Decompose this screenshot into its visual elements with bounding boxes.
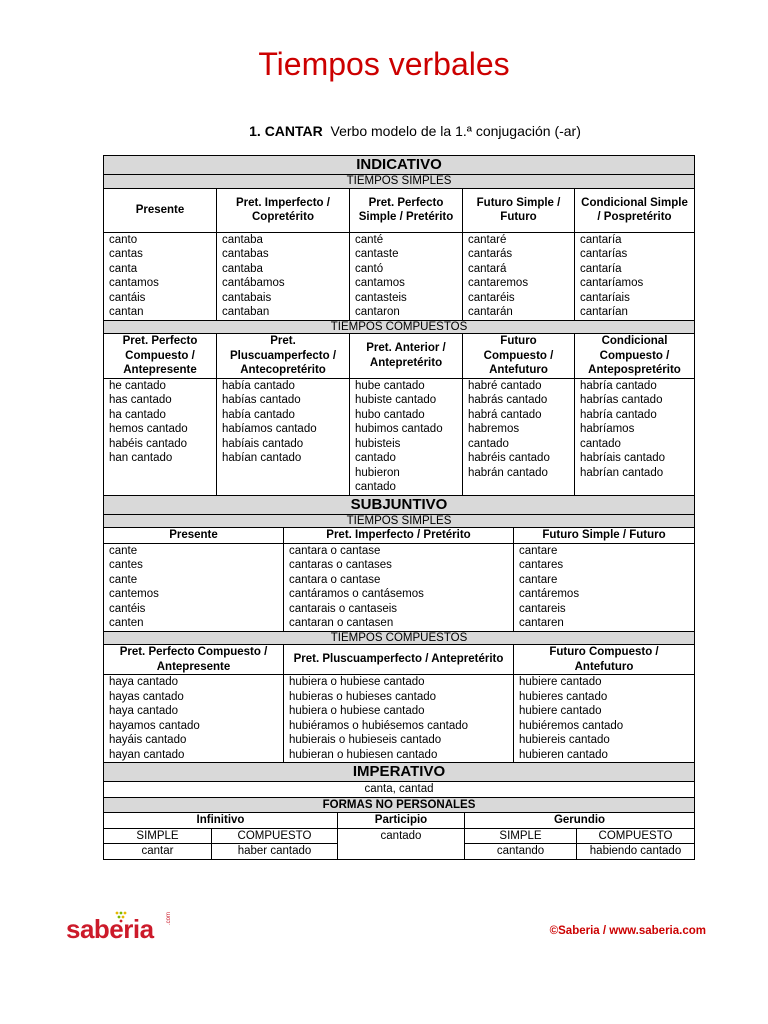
conj-form: hubierais o hubieseis cantado (289, 734, 442, 746)
conj-form: hayamos cantado (109, 719, 200, 732)
conj-form: habríamos (580, 423, 635, 435)
conj-form: hube cantado (355, 379, 425, 392)
conj-form: habrías cantado (580, 394, 663, 406)
conj-form: hubieras o hubieses cantado (289, 690, 437, 703)
conj-form: cantare (519, 544, 558, 557)
conj-form: cantan (109, 306, 144, 318)
conj-form: hayáis cantado (109, 734, 187, 746)
conj-form: hubiere cantado (519, 705, 602, 717)
indicativo-simples-label: TIEMPOS SIMPLES (104, 175, 695, 189)
imperativo-value: canta, cantad (104, 782, 695, 798)
conj-form: cantábamos (222, 277, 285, 289)
conj-form: cantaré (468, 233, 507, 246)
conj-form: cantaste (355, 248, 399, 260)
col-header: Pret. Anterior / Antepretérito (350, 334, 463, 379)
conj-form: canté (355, 233, 384, 246)
conj-cell (217, 232, 350, 320)
conj-form: hubiereis cantado (519, 734, 610, 746)
conj-form: cantado (355, 452, 396, 464)
conj-form: habíais cantado (222, 437, 304, 450)
conj-form: cantaran o cantasen (289, 617, 394, 629)
conj-form: cantasteis (355, 291, 407, 304)
conj-cell (575, 232, 695, 320)
conj-form: cantaría (580, 262, 622, 275)
conj-form: haya cantado (109, 705, 179, 717)
conj-cell (217, 378, 350, 495)
logo-com: .com (166, 911, 172, 925)
col-header: Futuro Compuesto / Antefuturo (463, 334, 575, 379)
imperativo-heading: IMPERATIVO (104, 763, 695, 782)
conj-form: cante (109, 544, 138, 557)
conj-form: habrían cantado (580, 466, 664, 479)
conj-form: habéis cantado (109, 437, 188, 450)
conj-cell (284, 543, 514, 631)
conj-form: habré cantado (468, 379, 542, 392)
conj-form: hubiere cantado (519, 676, 602, 688)
conj-form: habrás cantado (468, 394, 548, 406)
conj-form: cantaría (580, 233, 622, 246)
conj-form: cantaron (355, 306, 400, 318)
conj-form: cantara o cantase (289, 573, 381, 586)
subjuntivo-simples-label: TIEMPOS SIMPLES (104, 514, 695, 528)
conj-form: cantarían (580, 306, 628, 318)
col-header: Presente (104, 188, 217, 232)
conj-form: habría cantado (580, 379, 657, 392)
conj-cell (575, 378, 695, 495)
conj-cell (104, 232, 217, 320)
conj-form: cantare (519, 573, 558, 586)
saberia-logo (66, 911, 176, 951)
conj-form: habréis cantado (468, 452, 550, 464)
conj-form: canten (109, 617, 144, 629)
conj-form: has cantado (109, 394, 172, 406)
conj-form: hubiéramos o hubiésemos cantado (289, 719, 469, 732)
infinitivo-header: Infinitivo (104, 813, 338, 829)
infinitivo-compuesto-label: COMPUESTO (212, 828, 338, 844)
verb-description: Verbo modelo de la 1.ª conjugación (-ar) (330, 123, 581, 139)
conj-form: cantará (468, 262, 507, 275)
indicativo-table (103, 155, 695, 496)
conj-form: cantemos (109, 588, 159, 600)
conj-cell (514, 675, 695, 763)
conj-cell (284, 675, 514, 763)
col-header: Pret. Perfecto Simple / Pretérito (350, 188, 463, 232)
conj-form: canto (109, 233, 138, 246)
col-header: Pret. Perfecto Compuesto / Antepresente (104, 334, 217, 379)
conj-form: ha cantado (109, 408, 166, 421)
table-row (104, 543, 695, 631)
conj-form: cantáramos o cantásemos (289, 588, 424, 600)
conj-form: cantarás (468, 248, 513, 260)
conj-cell (350, 232, 463, 320)
conj-form: cantéis (109, 602, 146, 615)
col-header: Futuro Simple / Futuro (463, 188, 575, 232)
indicativo-heading: INDICATIVO (104, 156, 695, 175)
conj-form: hubieran o hubiesen cantado (289, 748, 438, 761)
conj-form: cantamos (355, 277, 405, 289)
gerundio-compuesto-value: habiendo cantado (577, 844, 695, 860)
conj-form: cantaba (222, 233, 263, 246)
conj-cell (350, 378, 463, 495)
conj-cell (463, 232, 575, 320)
conj-form: hubisteis (355, 437, 401, 450)
gerundio-compuesto-label: COMPUESTO (577, 828, 695, 844)
conj-form: hemos cantado (109, 423, 188, 435)
col-header: Condicional Simple / Pospretérito (575, 188, 695, 232)
participio-value: cantado (338, 828, 465, 859)
col-header: Pret. Perfecto Compuesto / Antepresente (104, 645, 284, 675)
conj-form: cantaremos (468, 277, 529, 289)
conj-form: cantarais o cantaseis (289, 602, 398, 615)
conj-form: cante (109, 573, 138, 586)
conj-form: cantareis (519, 602, 566, 615)
table-row (104, 675, 695, 763)
conj-cell (104, 675, 284, 763)
conj-form: habrán cantado (468, 466, 548, 479)
conj-form: cantabas (222, 248, 269, 260)
participio-header: Participio (338, 813, 465, 829)
conj-cell (514, 543, 695, 631)
conj-form: cantara o cantase (289, 544, 381, 557)
conj-form: cantáis (109, 291, 146, 304)
page-title: Tiempos verbales (258, 46, 510, 82)
verb-subtitle (0, 122, 768, 140)
imperativo-table (103, 762, 695, 860)
conj-form: cantado (468, 437, 509, 450)
conj-cell (104, 378, 217, 495)
conj-form: haya cantado (109, 676, 179, 688)
conj-form: cantaba (222, 262, 263, 275)
conj-form: han cantado (109, 452, 173, 464)
subjuntivo-heading: SUBJUNTIVO (104, 495, 695, 514)
conj-form: había cantado (222, 379, 295, 392)
conj-form: habríais cantado (580, 452, 666, 464)
conjugation-sheet (103, 155, 694, 860)
indicativo-compuestos-label: TIEMPOS COMPUESTOS (104, 320, 695, 334)
conj-form: cantaras o cantases (289, 559, 392, 571)
gerundio-header: Gerundio (465, 813, 695, 829)
conj-form: hubimos cantado (355, 423, 443, 435)
col-header: Pret. Imperfecto / Copretérito (217, 188, 350, 232)
gerundio-simple-value: cantando (465, 844, 577, 860)
infinitivo-simple-label: SIMPLE (104, 828, 212, 844)
conj-form: cantabais (222, 291, 272, 304)
col-header: Presente (104, 528, 284, 544)
col-header: Pret. Imperfecto / Pretérito (284, 528, 514, 544)
conj-form: hubiéremos cantado (519, 719, 624, 732)
conj-form: hubieron (355, 466, 400, 479)
col-header: Pret. Pluscuamperfecto / Antecopretérito (217, 334, 350, 379)
conj-form: cantado (355, 481, 396, 493)
infinitivo-simple-value: cantar (104, 844, 212, 860)
conj-cell (463, 378, 575, 495)
conj-form: habían cantado (222, 452, 302, 464)
conj-form: hayas cantado (109, 690, 184, 703)
conj-form: hubo cantado (355, 408, 425, 421)
conj-form: habías cantado (222, 394, 301, 406)
subjuntivo-table (103, 495, 695, 764)
col-header: Condicional Compuesto / Antepospretérito (575, 334, 695, 379)
conj-form: cantarías (580, 248, 628, 260)
conj-form: había cantado (222, 408, 295, 421)
gerundio-simple-label: SIMPLE (465, 828, 577, 844)
no-personales-heading: FORMAS NO PERSONALES (104, 797, 695, 813)
conj-form: hubieren cantado (519, 748, 608, 761)
conj-form: cantaréis (468, 291, 515, 304)
conj-form: cantaren (519, 617, 564, 629)
conj-form: cantas (109, 248, 143, 260)
table-row (104, 378, 695, 495)
conj-form: hayan cantado (109, 748, 185, 761)
conj-form: hubiste cantado (355, 394, 437, 406)
col-header: Futuro Compuesto / Antefuturo (514, 645, 695, 675)
copyright-link[interactable]: ©Saberia / www.saberia.com (549, 925, 706, 937)
conj-form: habíamos cantado (222, 423, 317, 435)
infinitivo-compuesto-value: haber cantado (212, 844, 338, 860)
logo-text: saberia (66, 914, 154, 944)
conj-form: cantaríais (580, 291, 630, 304)
conj-form: habría cantado (580, 408, 657, 421)
conj-form: cantamos (109, 277, 159, 289)
subjuntivo-compuestos-label: TIEMPOS COMPUESTOS (104, 631, 695, 645)
conj-form: cantó (355, 262, 384, 275)
conj-form: cantes (109, 559, 143, 571)
conj-form: cantaríamos (580, 277, 644, 289)
conj-form: canta (109, 262, 138, 275)
conj-form: cantaban (222, 306, 270, 318)
conj-form: cantado (580, 437, 621, 450)
conj-cell (104, 543, 284, 631)
verb-name: 1. CANTAR (249, 123, 323, 139)
conj-form: hubieres cantado (519, 690, 608, 703)
conj-form: he cantado (109, 379, 166, 392)
conj-form: hubiera o hubiese cantado (289, 676, 425, 688)
conj-form: cantarán (468, 306, 513, 318)
col-header: Futuro Simple / Futuro (514, 528, 695, 544)
conj-form: cantáremos (519, 588, 580, 600)
table-row (104, 232, 695, 320)
conj-form: habrá cantado (468, 408, 542, 421)
conj-form: cantares (519, 559, 564, 571)
conj-form: habremos (468, 423, 520, 435)
conj-form: hubiera o hubiese cantado (289, 705, 425, 717)
col-header: Pret. Pluscuamperfecto / Antepretérito (284, 645, 514, 675)
